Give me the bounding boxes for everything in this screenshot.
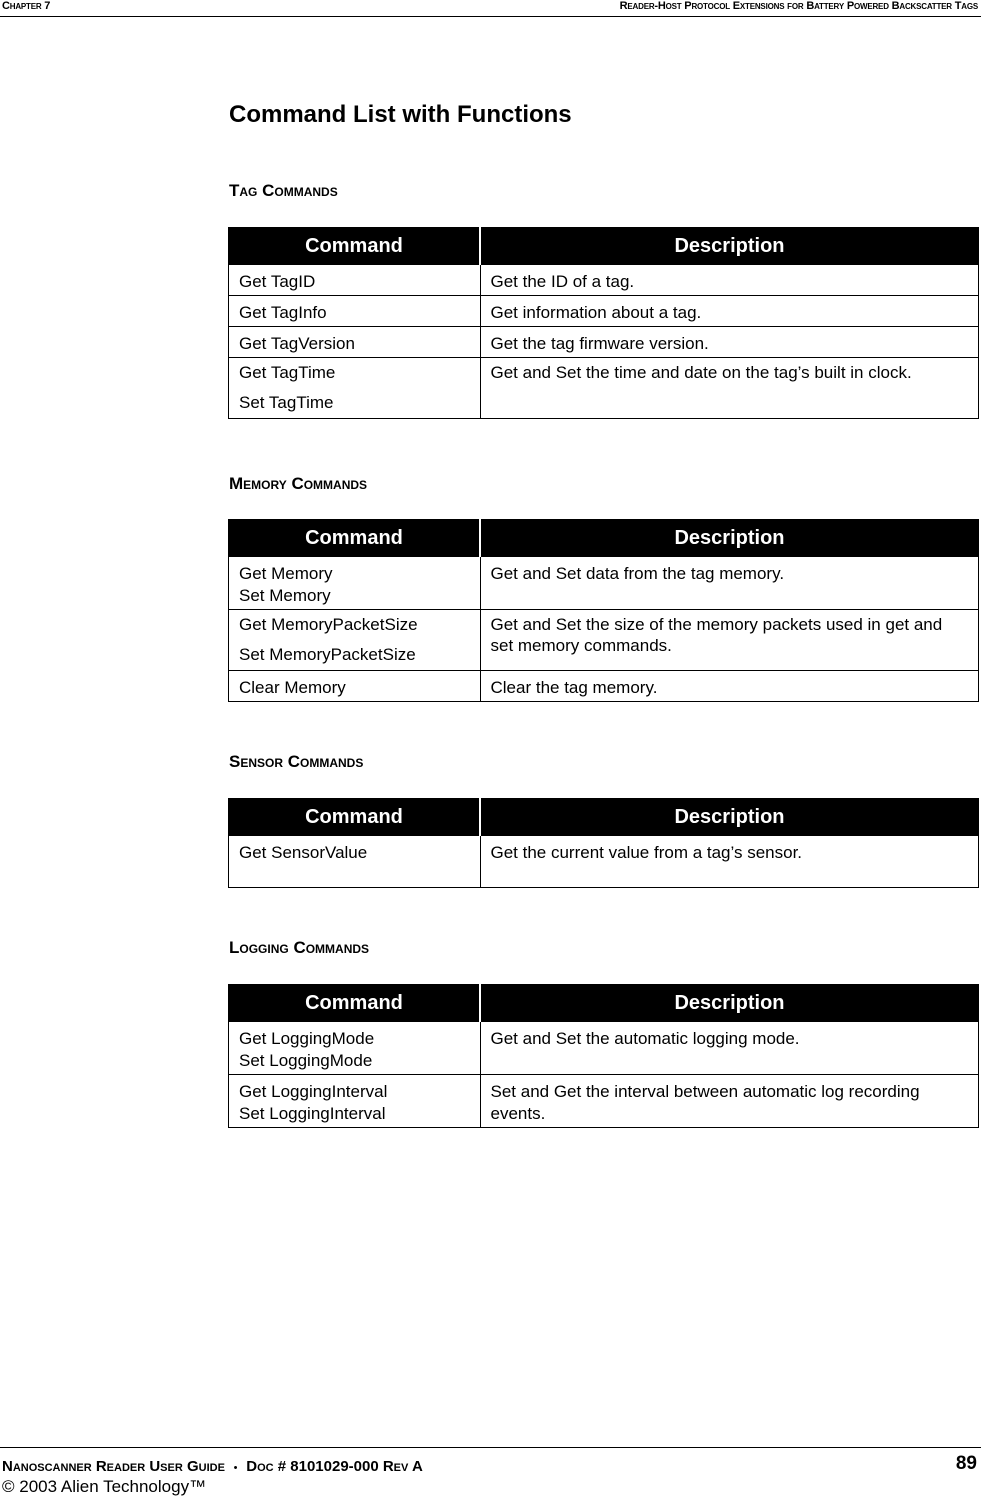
table-row	[229, 1022, 979, 1075]
command-table	[228, 519, 979, 702]
table-row	[229, 836, 979, 888]
doc-number: Doc # 8101029-000 Rev A	[246, 1458, 423, 1475]
description-cell: Clear the tag memory.	[480, 671, 979, 702]
table-header-row	[229, 228, 979, 265]
command-cell	[229, 836, 481, 888]
command-cell	[229, 265, 481, 296]
description-cell: Get the current value from a tag’s sensor.	[480, 836, 979, 888]
command-cell	[229, 557, 481, 610]
section-heading: Tag Commands	[229, 181, 338, 200]
table-row	[229, 1075, 979, 1128]
description-cell: Get and Set the automatic logging mode.	[480, 1022, 979, 1075]
description-cell: Get the tag firmware version.	[480, 327, 979, 358]
page-title: Command List with Functions	[229, 101, 572, 128]
header-rule	[0, 16, 981, 17]
command-cell	[229, 1022, 481, 1075]
column-header-description: Description	[480, 520, 979, 557]
command-name: Get LoggingInterval	[239, 1082, 388, 1101]
command-cell	[229, 1075, 481, 1128]
command-name: Get TagID	[239, 272, 316, 291]
column-header-description: Description	[480, 799, 979, 836]
command-cell	[229, 296, 481, 327]
command-cell	[229, 327, 481, 358]
column-header-command: Command	[229, 228, 481, 265]
table-row	[229, 671, 979, 702]
command-name: Set MemoryPacketSize	[239, 645, 416, 664]
command-name: Get SensorValue	[239, 843, 368, 862]
command-name: Get TagVersion	[239, 334, 355, 353]
command-name: Get MemoryPacketSize	[239, 615, 418, 634]
chapter-title: Reader-Host Protocol Extensions for Battery Powered Backscatter Tags	[619, 0, 978, 12]
description-cell: Set and Get the interval between automatic log recording events.	[480, 1075, 979, 1128]
bullet: •	[233, 1462, 238, 1474]
table-row	[229, 610, 979, 671]
column-header-command: Command	[229, 799, 481, 836]
description-cell: Get and Set the size of the memory packets used in get and set memory commands.	[480, 610, 979, 671]
table-row	[229, 557, 979, 610]
command-cell	[229, 358, 481, 419]
column-header-command: Command	[229, 985, 481, 1022]
command-name: Get TagInfo	[239, 303, 327, 322]
section-heading: Sensor Commands	[229, 752, 364, 771]
command-name: Get Memory	[239, 564, 333, 583]
copyright: © 2003 Alien Technology™	[2, 1477, 207, 1496]
footer-doc-info	[2, 1456, 423, 1476]
command-name: Set LoggingInterval	[239, 1104, 386, 1123]
column-header-description: Description	[480, 228, 979, 265]
description-cell: Get and Set data from the tag memory.	[480, 557, 979, 610]
table-row	[229, 265, 979, 296]
guide-name: Nanoscanner Reader User Guide	[2, 1458, 225, 1475]
table-row	[229, 296, 979, 327]
command-name: Clear Memory	[239, 678, 346, 697]
command-cell	[229, 610, 481, 671]
chapter-label: Chapter 7	[2, 0, 51, 12]
column-header-description: Description	[480, 985, 979, 1022]
command-table	[228, 227, 979, 419]
section-heading: Logging Commands	[229, 938, 370, 957]
table-header-row	[229, 520, 979, 557]
table-header-row	[229, 985, 979, 1022]
command-table	[228, 798, 979, 888]
table-header-row	[229, 799, 979, 836]
command-name: Get LoggingMode	[239, 1029, 375, 1048]
page-number: 89	[955, 1453, 977, 1474]
table-row	[229, 358, 979, 419]
column-header-command: Command	[229, 520, 481, 557]
section-heading: Memory Commands	[229, 474, 368, 493]
command-name: Set TagTime	[239, 393, 334, 412]
command-table	[228, 984, 979, 1128]
description-cell: Get and Set the time and date on the tag’s built in clock.	[480, 358, 979, 419]
description-cell: Get information about a tag.	[480, 296, 979, 327]
command-name: Set Memory	[239, 586, 331, 605]
command-name: Get TagTime	[239, 363, 336, 382]
description-cell: Get the ID of a tag.	[480, 265, 979, 296]
command-cell	[229, 671, 481, 702]
command-name: Set LoggingMode	[239, 1051, 373, 1070]
footer-rule	[0, 1447, 981, 1448]
table-row	[229, 327, 979, 358]
